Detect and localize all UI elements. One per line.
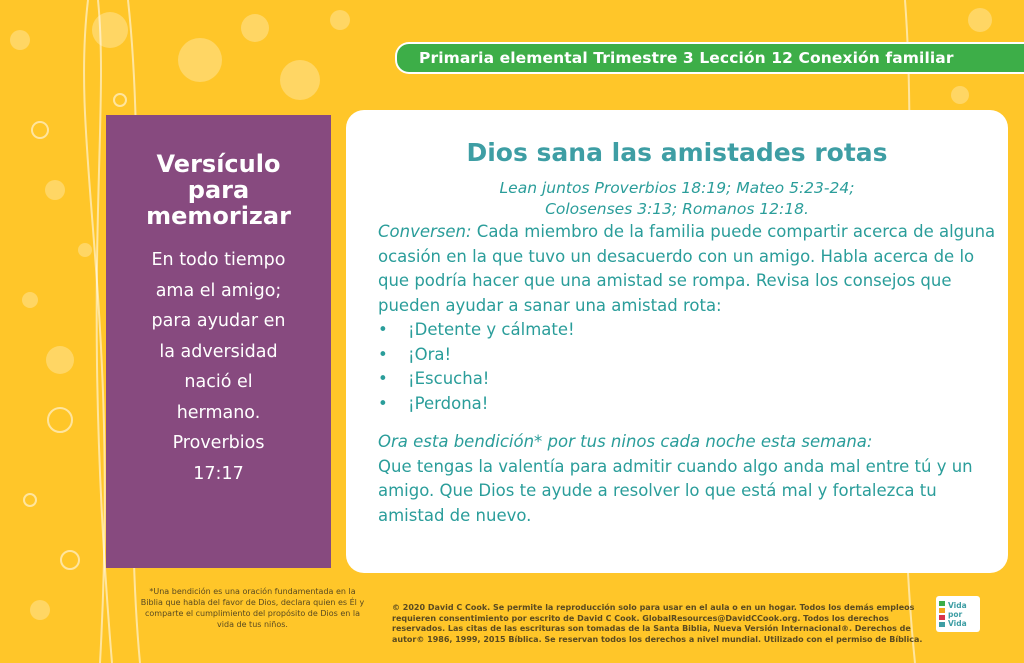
- list-item-text: ¡Perdona!: [408, 393, 489, 413]
- memory-verse-line: para ayudar en: [151, 311, 286, 331]
- list-item-text: ¡Escucha!: [408, 369, 490, 388]
- lesson-card: [346, 110, 1008, 573]
- discuss-paragraph: [378, 220, 998, 318]
- vida-por-vida-logo: [936, 596, 980, 632]
- list-item: [378, 343, 998, 368]
- memory-verse-title-line: memorizar: [146, 202, 291, 230]
- logo-text-line: Vida: [948, 618, 967, 628]
- bullet-icon: •: [378, 320, 388, 339]
- memory-verse-title-line: Versículo: [156, 150, 281, 178]
- list-item-text: ¡Ora!: [408, 344, 452, 364]
- list-item: [378, 392, 998, 417]
- memory-verse-title: [106, 151, 331, 229]
- list-item: [378, 367, 998, 392]
- copyright-notice: © 2020 David C Cook. Se permite la reproducción solo para usar en el aula o en un hogar. Todos los demás empleos requieren consentimiento por escrito de David C Cook. GlobalResources@DavidCCook.org. Todos los derechos reservados. Las citas de las escrituras son tomadas de la Santa Biblia, Nueva Versión Internacional®. Derechos de autor© 1986, 1999, 2015 Bíblica. Se reservan todos los derechos a nivel mundial. Utilizado con el permiso de Bíblica.: [392, 603, 923, 644]
- lesson-title: Dios sana las amistades rotas: [466, 138, 888, 167]
- blessing-text: Que tengas la valentía para admitir cuando algo anda mal entre tú y un amigo. Que Dios te ayude a resolver lo que está mal y fortalezca tu amistad de nuevo.: [378, 456, 973, 525]
- logo-mark-icon: [939, 600, 945, 628]
- memory-verse-panel: [106, 115, 331, 568]
- discuss-label: Conversen:: [378, 222, 472, 241]
- memory-verse-title-line: para: [187, 176, 250, 204]
- blessing-footnote: *Una bendición es una oración fundamentada en la Biblia que habla del favor de Dios, declara quien es Él y comparte el cumplimiento del propósito de Dios en la vida de tus niños.: [140, 587, 365, 629]
- logo-text-line: por: [948, 609, 963, 619]
- memory-verse-line: En todo tiempo: [151, 250, 286, 270]
- discuss-text: Cada miembro de la familia puede compartir acerca de alguna ocasión en la que tuvo un desacuerdo con un amigo. Habla acerca de lo que podría hacer que una amistad se rompa. Revisa los consejos que pueden ayudar a sanar una amistad rota:: [378, 222, 996, 315]
- banner-text: Primaria elemental Trimestre 3 Lección 12 Conexión familiar: [419, 49, 954, 67]
- lesson-body: [378, 220, 998, 528]
- bullet-icon: •: [378, 369, 388, 388]
- memory-verse-line: nació el: [184, 372, 253, 392]
- lesson-banner: [395, 42, 1024, 74]
- tips-list: [378, 318, 998, 416]
- logo-text: [948, 601, 967, 628]
- list-item-text: ¡Detente y cálmate!: [408, 320, 575, 339]
- memory-verse-reference-number: 17:17: [193, 463, 244, 484]
- memory-verse-line: hermano.: [176, 402, 261, 423]
- scripture-reference-line: Lean juntos Proverbios 18:19; Mateo 5:23-24;: [499, 179, 855, 197]
- bullet-icon: •: [378, 393, 388, 413]
- memory-verse-line: ama el amigo;: [155, 280, 282, 301]
- scripture-reference: [346, 178, 1008, 220]
- blessing-label: Ora esta bendición* por tus ninos cada noche esta semana:: [378, 432, 873, 451]
- scripture-reference-line: Colosenses 3:13; Romanos 12:18.: [545, 200, 809, 218]
- memory-verse-text: [106, 245, 331, 489]
- logo-text-line: Vida: [948, 600, 967, 610]
- memory-verse-line: la adversidad: [159, 341, 278, 362]
- memory-verse-reference: Proverbios: [172, 433, 265, 453]
- bullet-icon: •: [378, 344, 388, 364]
- list-item: [378, 318, 998, 343]
